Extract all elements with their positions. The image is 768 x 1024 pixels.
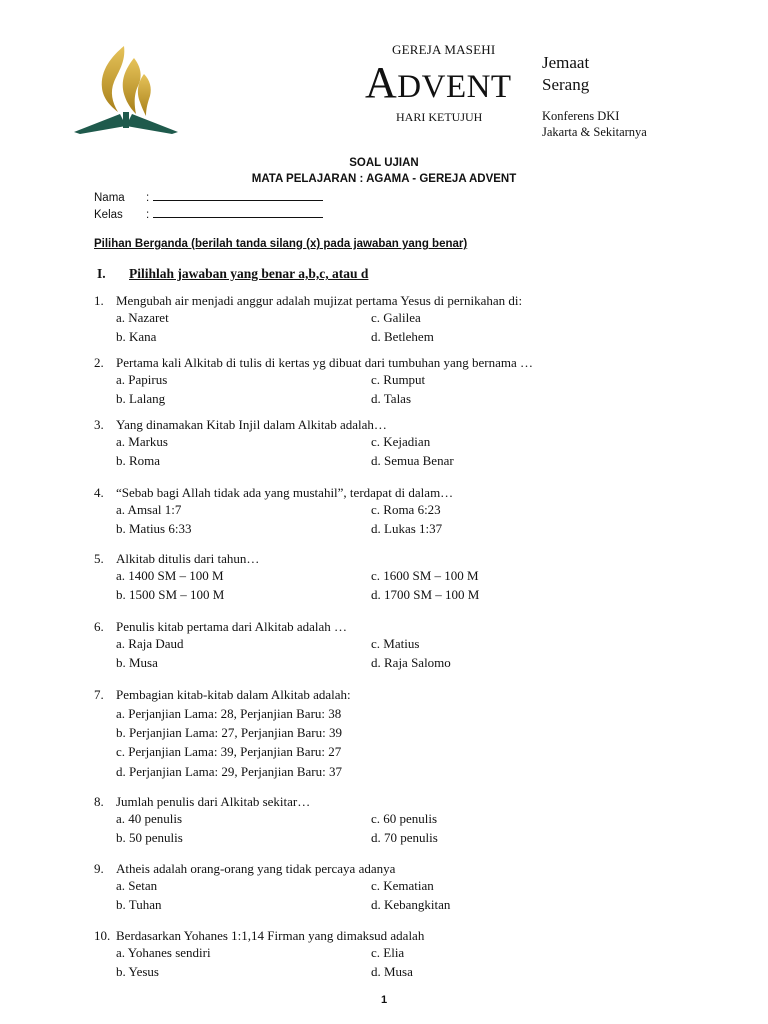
org-main-text bbox=[365, 60, 512, 110]
question-text: Atheis adalah orang-orang yang tidak percaya adanya bbox=[116, 861, 396, 876]
answer-option-d[interactable]: d. Betlehem bbox=[371, 329, 434, 344]
question-text: Jumlah penulis dari Alkitab sekitar… bbox=[116, 794, 311, 809]
org-main-initial: A bbox=[365, 58, 398, 107]
answer-option-b[interactable]: b. Perjanjian Lama: 27, Perjanjian Baru: 39 bbox=[116, 725, 342, 740]
answer-option-a[interactable]: a. Raja Daud bbox=[116, 636, 184, 651]
answer-option-d[interactable]: d. Talas bbox=[371, 391, 412, 406]
question-text: Penulis kitab pertama dari Alkitab adalah … bbox=[116, 619, 348, 634]
answer-option-d[interactable]: d. Musa bbox=[371, 964, 413, 979]
class-label: Kelas bbox=[94, 209, 123, 221]
answer-option-a[interactable]: a. Papirus bbox=[116, 372, 168, 387]
question-number: 2. bbox=[94, 355, 104, 370]
answer-option-d[interactable]: d. 1700 SM – 100 M bbox=[371, 587, 480, 602]
answer-option-c[interactable]: c. Rumput bbox=[371, 372, 426, 387]
answer-option-c[interactable]: c. Kematian bbox=[371, 878, 434, 893]
konferens-block bbox=[542, 108, 647, 140]
question-number: 4. bbox=[94, 485, 104, 500]
answer-option-b[interactable]: b. Musa bbox=[116, 655, 158, 670]
question-text: Alkitab ditulis dari tahun… bbox=[116, 551, 260, 566]
name-colon: : bbox=[146, 192, 150, 204]
answer-option-a[interactable]: a. 40 penulis bbox=[116, 811, 183, 826]
question-number: 3. bbox=[94, 417, 104, 432]
answer-option-a[interactable]: a. Amsal 1:7 bbox=[116, 502, 182, 517]
konferens-line2: Jakarta & Sekitarnya bbox=[542, 125, 647, 139]
class-field bbox=[94, 206, 323, 221]
answer-option-d[interactable]: d. Kebangkitan bbox=[371, 897, 451, 912]
answer-option-d[interactable]: d. Lukas 1:37 bbox=[371, 521, 443, 536]
section-heading bbox=[97, 266, 368, 282]
answer-option-b[interactable]: b. 50 penulis bbox=[116, 830, 183, 845]
question-text: “Sebab bagi Allah tidak ada yang mustahil”, terdapat di dalam… bbox=[116, 485, 454, 500]
konferens-line1: Konferens DKI bbox=[542, 109, 620, 123]
answer-option-b[interactable]: b. Tuhan bbox=[116, 897, 162, 912]
org-sub-text: HARI KETUJUH bbox=[396, 110, 483, 124]
question-number: 10. bbox=[94, 928, 111, 943]
question-number: 9. bbox=[94, 861, 104, 876]
section-title: Pilihlah jawaban yang benar a,b,c, atau d bbox=[129, 266, 369, 281]
page-number: 1 bbox=[380, 994, 388, 1006]
section-number: I. bbox=[97, 266, 106, 281]
question-text: Pembagian kitab-kitab dalam Alkitab adalah: bbox=[116, 687, 351, 702]
name-field bbox=[94, 189, 323, 204]
question-number: 5. bbox=[94, 551, 104, 566]
answer-option-c[interactable]: c. Kejadian bbox=[371, 434, 431, 449]
answer-option-d[interactable]: d. 70 penulis bbox=[371, 830, 438, 845]
question-text: Yang dinamakan Kitab Injil dalam Alkitab adalah… bbox=[116, 417, 387, 432]
answer-option-b[interactable]: b. Kana bbox=[116, 329, 157, 344]
answer-option-c[interactable]: c. 1600 SM – 100 M bbox=[371, 568, 479, 583]
answer-option-c[interactable]: c. Roma 6:23 bbox=[371, 502, 441, 517]
answer-option-c[interactable]: c. Matius bbox=[371, 636, 420, 651]
question-number: 7. bbox=[94, 687, 104, 702]
answer-option-d[interactable]: d. Raja Salomo bbox=[371, 655, 451, 670]
answer-option-c[interactable]: c. Elia bbox=[371, 945, 405, 960]
answer-option-a[interactable]: a. 1400 SM – 100 M bbox=[116, 568, 224, 583]
answer-option-d[interactable]: d. Perjanjian Lama: 29, Perjanjian Baru: 37 bbox=[116, 764, 342, 779]
jemaat-line1: Jemaat bbox=[542, 53, 590, 72]
answer-option-a[interactable]: a. Yohanes sendiri bbox=[116, 945, 211, 960]
answer-option-c[interactable]: c. Galilea bbox=[371, 310, 421, 325]
question-number: 8. bbox=[94, 794, 104, 809]
name-blank-line[interactable] bbox=[153, 189, 323, 201]
answer-option-b[interactable]: b. 1500 SM – 100 M bbox=[116, 587, 225, 602]
question-text: Pertama kali Alkitab di tulis di kertas yg dibuat dari tumbuhan yang bernama … bbox=[116, 355, 533, 370]
question-number: 1. bbox=[94, 293, 104, 308]
answer-option-a[interactable]: a. Setan bbox=[116, 878, 158, 893]
answer-option-c[interactable]: c. Perjanjian Lama: 39, Perjanjian Baru: 27 bbox=[116, 744, 342, 759]
answer-option-c[interactable]: c. 60 penulis bbox=[371, 811, 438, 826]
answer-option-b[interactable]: b. Roma bbox=[116, 453, 161, 468]
exam-subject: MATA PELAJARAN : AGAMA - GEREJA ADVENT bbox=[251, 173, 517, 185]
instruction-text: Pilihan Berganda (berilah tanda silang (x) pada jawaban yang benar) bbox=[94, 238, 468, 250]
class-colon: : bbox=[146, 209, 150, 221]
answer-option-a[interactable]: a. Nazaret bbox=[116, 310, 169, 325]
jemaat-block bbox=[542, 52, 589, 96]
answer-option-a[interactable]: a. Markus bbox=[116, 434, 168, 449]
exam-title: SOAL UJIAN bbox=[349, 157, 419, 169]
flame-book-logo-icon bbox=[72, 44, 180, 136]
question-text: Mengubah air menjadi anggur adalah mujizat pertama Yesus di pernikahan di: bbox=[116, 293, 523, 308]
answer-option-a[interactable]: a. Perjanjian Lama: 28, Perjanjian Baru: 38 bbox=[116, 706, 342, 721]
question-text: Berdasarkan Yohanes 1:1,14 Firman yang dimaksud adalah bbox=[116, 928, 425, 943]
answer-option-b[interactable]: b. Matius 6:33 bbox=[116, 521, 192, 536]
answer-option-b[interactable]: b. Yesus bbox=[116, 964, 159, 979]
name-label: Nama bbox=[94, 192, 125, 204]
answer-option-d[interactable]: d. Semua Benar bbox=[371, 453, 454, 468]
org-main-rest: DVENT bbox=[397, 69, 512, 105]
class-blank-line[interactable] bbox=[153, 206, 323, 218]
answer-option-b[interactable]: b. Lalang bbox=[116, 391, 166, 406]
question-number: 6. bbox=[94, 619, 104, 634]
church-logo bbox=[72, 44, 180, 136]
jemaat-line2: Serang bbox=[542, 75, 590, 94]
org-top-text: GEREJA MASEHI bbox=[392, 42, 496, 57]
